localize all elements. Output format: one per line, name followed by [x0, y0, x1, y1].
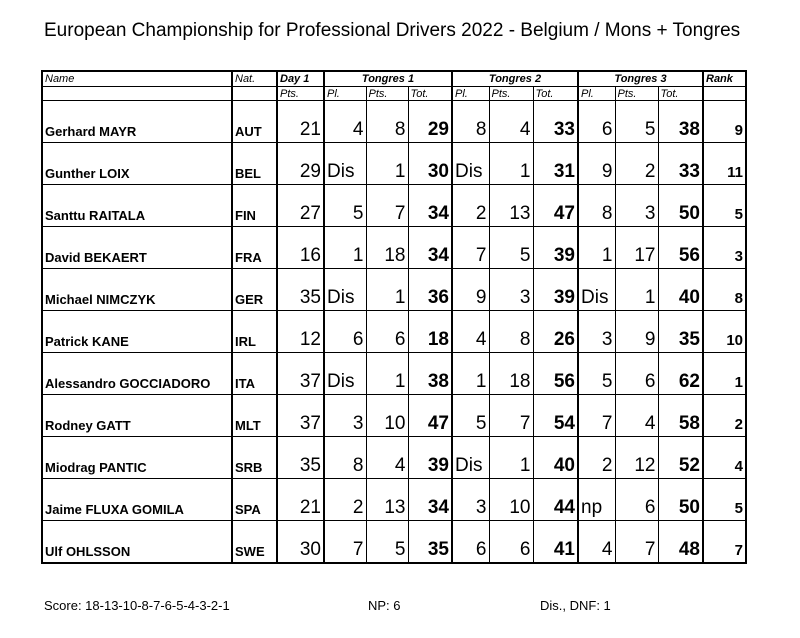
tongres2-total: 33 — [533, 101, 578, 143]
driver-name: Gerhard MAYR — [42, 101, 232, 143]
nationality: AUT — [232, 101, 277, 143]
driver-name: David BEKAERT — [42, 227, 232, 269]
tongres1-points: 18 — [366, 227, 408, 269]
table-row — [42, 143, 746, 185]
rank: 3 — [703, 227, 746, 269]
nationality: FIN — [232, 185, 277, 227]
header-t1-tot: Tot. — [408, 87, 452, 101]
tongres1-total: 47 — [408, 395, 452, 437]
header-day1: Day 1 — [277, 71, 324, 87]
tongres1-points: 1 — [366, 269, 408, 311]
tongres2-total: 44 — [533, 479, 578, 521]
tongres2-points: 1 — [489, 437, 533, 479]
header-name: Name — [42, 71, 232, 87]
tongres2-total: 41 — [533, 521, 578, 564]
tongres2-place: 7 — [452, 227, 489, 269]
tongres1-total: 34 — [408, 185, 452, 227]
tongres2-place: Dis — [452, 143, 489, 185]
tongres3-place: 3 — [578, 311, 615, 353]
nationality: SWE — [232, 521, 277, 564]
tongres1-place: 2 — [324, 479, 366, 521]
tongres1-place: 1 — [324, 227, 366, 269]
tongres3-place: 8 — [578, 185, 615, 227]
tongres1-place: 3 — [324, 395, 366, 437]
tongres3-total: 62 — [658, 353, 703, 395]
driver-name: Gunther LOIX — [42, 143, 232, 185]
tongres2-points: 4 — [489, 101, 533, 143]
tongres1-place: Dis — [324, 143, 366, 185]
driver-name: Santtu RAITALA — [42, 185, 232, 227]
header-nat: Nat. — [232, 71, 277, 87]
tongres3-points: 4 — [615, 395, 658, 437]
tongres2-points: 18 — [489, 353, 533, 395]
tongres3-place: 4 — [578, 521, 615, 564]
header-row-sub — [42, 87, 746, 101]
driver-name: Miodrag PANTIC — [42, 437, 232, 479]
day1-points: 12 — [277, 311, 324, 353]
tongres2-place: Dis — [452, 437, 489, 479]
nationality: SRB — [232, 437, 277, 479]
day1-points: 37 — [277, 395, 324, 437]
tongres1-place: 6 — [324, 311, 366, 353]
tongres3-total: 50 — [658, 479, 703, 521]
rank: 5 — [703, 185, 746, 227]
tongres3-total: 40 — [658, 269, 703, 311]
driver-name: Michael NIMCZYK — [42, 269, 232, 311]
tongres3-points: 6 — [615, 353, 658, 395]
table-row — [42, 227, 746, 269]
tongres1-total: 29 — [408, 101, 452, 143]
tongres2-total: 39 — [533, 269, 578, 311]
tongres1-points: 1 — [366, 353, 408, 395]
table-row — [42, 521, 746, 564]
tongres1-points: 10 — [366, 395, 408, 437]
tongres3-points: 1 — [615, 269, 658, 311]
tongres1-place: Dis — [324, 353, 366, 395]
tongres3-points: 9 — [615, 311, 658, 353]
tongres3-place: np — [578, 479, 615, 521]
tongres2-points: 7 — [489, 395, 533, 437]
rank: 1 — [703, 353, 746, 395]
tongres2-total: 26 — [533, 311, 578, 353]
rank: 2 — [703, 395, 746, 437]
tongres2-place: 4 — [452, 311, 489, 353]
tongres1-total: 30 — [408, 143, 452, 185]
nationality: BEL — [232, 143, 277, 185]
nationality: MLT — [232, 395, 277, 437]
nationality: SPA — [232, 479, 277, 521]
tongres2-total: 31 — [533, 143, 578, 185]
header-rank-blank — [703, 87, 746, 101]
tongres2-place: 1 — [452, 353, 489, 395]
tongres2-points: 3 — [489, 269, 533, 311]
tongres2-points: 6 — [489, 521, 533, 564]
tongres1-total: 18 — [408, 311, 452, 353]
tongres3-points: 2 — [615, 143, 658, 185]
tongres3-points: 17 — [615, 227, 658, 269]
footer-np: NP: 6 — [368, 598, 401, 613]
tongres3-points: 6 — [615, 479, 658, 521]
table-row — [42, 479, 746, 521]
header-t3-pts: Pts. — [615, 87, 658, 101]
tongres1-points: 5 — [366, 521, 408, 564]
tongres1-place: Dis — [324, 269, 366, 311]
tongres2-total: 47 — [533, 185, 578, 227]
tongres2-total: 40 — [533, 437, 578, 479]
tongres3-total: 58 — [658, 395, 703, 437]
tongres3-points: 7 — [615, 521, 658, 564]
header-nat-blank — [232, 87, 277, 101]
tongres3-place: 2 — [578, 437, 615, 479]
day1-points: 37 — [277, 353, 324, 395]
tongres1-total: 36 — [408, 269, 452, 311]
tongres3-total: 50 — [658, 185, 703, 227]
tongres2-points: 8 — [489, 311, 533, 353]
nationality: FRA — [232, 227, 277, 269]
tongres1-place: 8 — [324, 437, 366, 479]
rank: 7 — [703, 521, 746, 564]
tongres1-points: 6 — [366, 311, 408, 353]
header-row-groups — [42, 71, 746, 87]
rank: 8 — [703, 269, 746, 311]
header-t3-pl: Pl. — [578, 87, 615, 101]
tongres1-place: 5 — [324, 185, 366, 227]
tongres3-place: 1 — [578, 227, 615, 269]
tongres1-total: 35 — [408, 521, 452, 564]
tongres1-points: 1 — [366, 143, 408, 185]
tongres3-total: 56 — [658, 227, 703, 269]
day1-points: 35 — [277, 269, 324, 311]
header-t1-pl: Pl. — [324, 87, 366, 101]
results-table — [41, 70, 747, 564]
tongres2-total: 54 — [533, 395, 578, 437]
header-t2-tot: Tot. — [533, 87, 578, 101]
rank: 11 — [703, 143, 746, 185]
tongres1-total: 34 — [408, 227, 452, 269]
tongres1-points: 7 — [366, 185, 408, 227]
rank: 5 — [703, 479, 746, 521]
day1-points: 21 — [277, 101, 324, 143]
day1-points: 21 — [277, 479, 324, 521]
table-row — [42, 269, 746, 311]
table-row — [42, 185, 746, 227]
tongres2-place: 6 — [452, 521, 489, 564]
tongres1-points: 8 — [366, 101, 408, 143]
tongres2-points: 13 — [489, 185, 533, 227]
tongres1-place: 7 — [324, 521, 366, 564]
tongres2-place: 2 — [452, 185, 489, 227]
tongres2-total: 39 — [533, 227, 578, 269]
tongres3-place: Dis — [578, 269, 615, 311]
driver-name: Patrick KANE — [42, 311, 232, 353]
tongres2-place: 8 — [452, 101, 489, 143]
table-row — [42, 311, 746, 353]
tongres2-total: 56 — [533, 353, 578, 395]
tongres2-place: 5 — [452, 395, 489, 437]
header-day1-pts: Pts. — [277, 87, 324, 101]
tongres3-total: 35 — [658, 311, 703, 353]
tongres2-points: 10 — [489, 479, 533, 521]
header-rank: Rank — [703, 71, 746, 87]
day1-points: 27 — [277, 185, 324, 227]
driver-name: Jaime FLUXA GOMILA — [42, 479, 232, 521]
tongres3-place: 6 — [578, 101, 615, 143]
tongres3-place: 7 — [578, 395, 615, 437]
footer-dis: Dis., DNF: 1 — [540, 598, 611, 613]
tongres2-points: 1 — [489, 143, 533, 185]
tongres3-place: 5 — [578, 353, 615, 395]
tongres3-total: 33 — [658, 143, 703, 185]
table-row — [42, 353, 746, 395]
tongres3-points: 5 — [615, 101, 658, 143]
rank: 10 — [703, 311, 746, 353]
nationality: ITA — [232, 353, 277, 395]
table-row — [42, 101, 746, 143]
header-tongres3: Tongres 3 — [578, 71, 703, 87]
header-t2-pl: Pl. — [452, 87, 489, 101]
tongres1-points: 4 — [366, 437, 408, 479]
tongres1-total: 39 — [408, 437, 452, 479]
table-row — [42, 395, 746, 437]
footer-score: Score: 18-13-10-8-7-6-5-4-3-2-1 — [44, 598, 230, 613]
driver-name: Alessandro GOCCIADORO — [42, 353, 232, 395]
tongres1-place: 4 — [324, 101, 366, 143]
tongres3-total: 48 — [658, 521, 703, 564]
tongres1-total: 34 — [408, 479, 452, 521]
day1-points: 30 — [277, 521, 324, 564]
day1-points: 35 — [277, 437, 324, 479]
tongres3-place: 9 — [578, 143, 615, 185]
header-t3-tot: Tot. — [658, 87, 703, 101]
header-tongres2: Tongres 2 — [452, 71, 578, 87]
header-tongres1: Tongres 1 — [324, 71, 452, 87]
header-name-blank — [42, 87, 232, 101]
tongres3-points: 3 — [615, 185, 658, 227]
tongres3-total: 38 — [658, 101, 703, 143]
tongres3-total: 52 — [658, 437, 703, 479]
driver-name: Rodney GATT — [42, 395, 232, 437]
rank: 9 — [703, 101, 746, 143]
tongres2-place: 9 — [452, 269, 489, 311]
page-title: European Championship for Professional Drivers 2022 - Belgium / Mons + Tongres — [44, 20, 741, 41]
day1-points: 29 — [277, 143, 324, 185]
header-t2-pts: Pts. — [489, 87, 533, 101]
tongres3-points: 12 — [615, 437, 658, 479]
tongres2-place: 3 — [452, 479, 489, 521]
tongres1-points: 13 — [366, 479, 408, 521]
nationality: IRL — [232, 311, 277, 353]
day1-points: 16 — [277, 227, 324, 269]
tongres2-points: 5 — [489, 227, 533, 269]
driver-name: Ulf OHLSSON — [42, 521, 232, 564]
rank: 4 — [703, 437, 746, 479]
header-t1-pts: Pts. — [366, 87, 408, 101]
table-row — [42, 437, 746, 479]
nationality: GER — [232, 269, 277, 311]
tongres1-total: 38 — [408, 353, 452, 395]
